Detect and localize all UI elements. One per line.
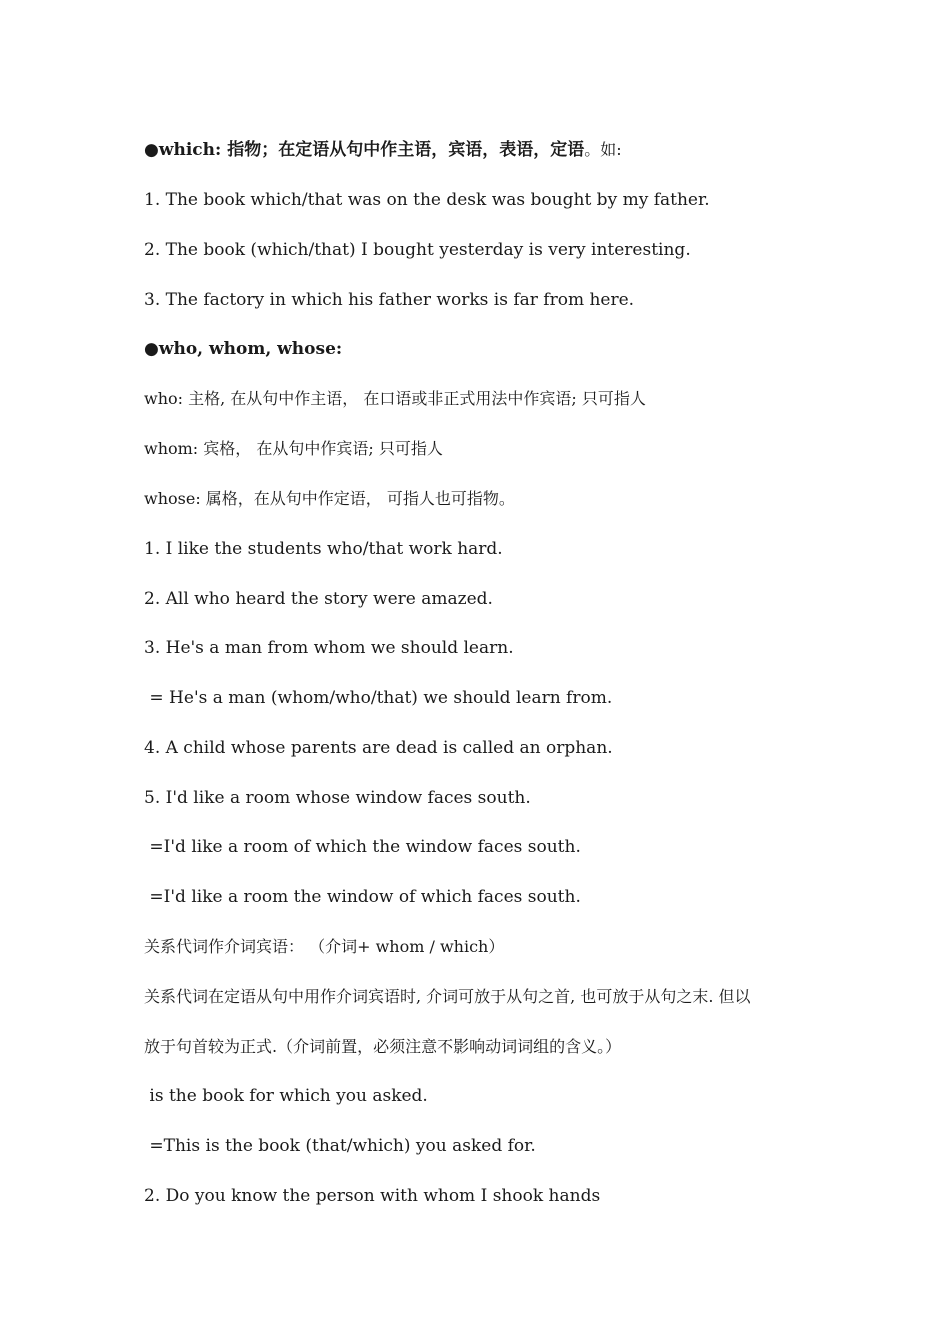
section-heading: 关系代词作介词宾语： （介词+ whom / which） [144, 937, 505, 956]
example-line: is the book for which you asked. [144, 1086, 428, 1106]
example-line: = He's a man (whom/who/that) we should learn from. [144, 688, 613, 708]
example-line: 2. Do you know the person with whom I shook hands [144, 1186, 601, 1206]
example-line: =This is the book (that/which) you asked for. [144, 1136, 536, 1156]
definition-line: whose: 属格，在从句中作定语， 可指人也可指物。 [144, 489, 515, 508]
example-line: 2. All who heard the story were amazed. [144, 589, 493, 609]
heading-which [144, 139, 622, 161]
example-line: 5. I'd like a room whose window faces south. [144, 788, 531, 808]
paragraph-line: 关系代词在定语从句中用作介词宾语时, 介词可放于从句之首, 也可放于从句之末. 但以 [144, 987, 751, 1006]
example-line: 2. The book (which/that) I bought yesterday is very interesting. [144, 240, 691, 260]
bullet-icon: ● [144, 140, 159, 160]
example-line: 4. A child whose parents are dead is called an orphan. [144, 738, 613, 758]
example-line: 1. I like the students who/that work hard. [144, 539, 503, 559]
example-line: 3. He's a man from whom we should learn. [144, 638, 514, 658]
definition-line: whom: 宾格， 在从句中作宾语; 只可指人 [144, 439, 443, 458]
example-line: =I'd like a room of which the window faces south. [144, 837, 581, 857]
heading-who-text: who, whom, whose: [158, 339, 343, 359]
heading-which-tail: 。如: [584, 140, 622, 159]
example-line: 3. The factory in which his father works is far from here. [144, 290, 635, 310]
definition-line: who: 主格, 在从句中作主语， 在口语或非正式用法中作宾语; 只可指人 [144, 389, 646, 408]
paragraph-line: 放于句首较为正式.（介词前置，必须注意不影响动词词组的含义。） [144, 1037, 622, 1056]
heading-who [144, 338, 342, 360]
bullet-icon: ● [144, 339, 159, 359]
heading-which-text: which: 指物；在定语从句中作主语，宾语，表语，定语 [158, 140, 585, 160]
example-line: 1. The book which/that was on the desk was bought by my father. [144, 190, 710, 210]
example-line: =I'd like a room the window of which faces south. [144, 887, 581, 907]
